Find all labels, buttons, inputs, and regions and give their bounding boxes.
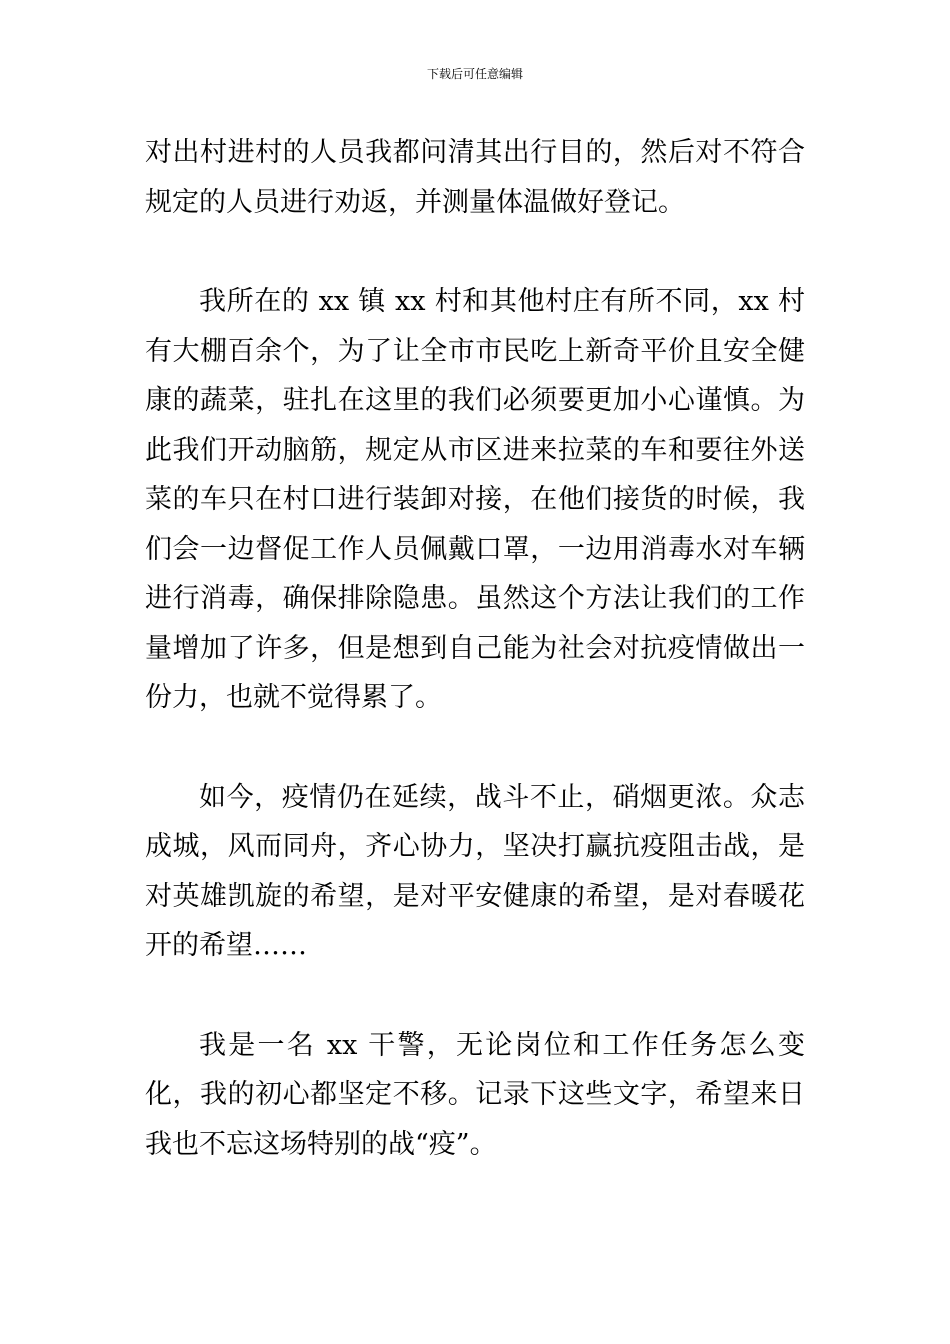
paragraph-1: 对出村进村的人员我都问清其出行目的，然后对不符合规定的人员进行劝返，并测量体温做好登记。	[145, 137, 805, 218]
paragraph-gap	[145, 971, 805, 1021]
paragraph-2: 我所在的 xx 镇 xx 村和其他村庄有所不同，xx 村有大棚百余个，为了让全市市民吃上新奇平价且安全健康的蔬菜，驻扎在这里的我们必须要更加小心谨慎。为此我们开动脑筋，规定从市区进来拉菜的车和要往外送菜的车只在村口进行装卸对接，在他们接货的时候，我们会一边督促工作人员佩戴口罩，一边用消毒水对车辆进行消毒，确保排除隐患。虽然这个方法让我们的工作量增加了许多，但是想到自己能为社会对抗疫情做出一份力，也就不觉得累了。	[145, 286, 805, 713]
paragraph-gap	[145, 723, 805, 773]
document-body	[145, 128, 805, 1169]
paragraph-gap	[145, 227, 805, 277]
paragraph-4: 我是一名 xx 干警，无论岗位和工作任务怎么变化，我的初心都坚定不移。记录下这些文字，希望来日我也不忘这场特别的战“疫”。	[145, 1029, 805, 1160]
page-header-note: 下载后可任意编辑	[426, 67, 523, 81]
paragraph-3: 如今，疫情仍在延续，战斗不止，硝烟更浓。众志成城，风而同舟，齐心协力，坚决打赢抗疫阻击战，是对英雄凯旋的希望，是对平安健康的希望，是对春暖花开的希望……	[145, 781, 805, 961]
